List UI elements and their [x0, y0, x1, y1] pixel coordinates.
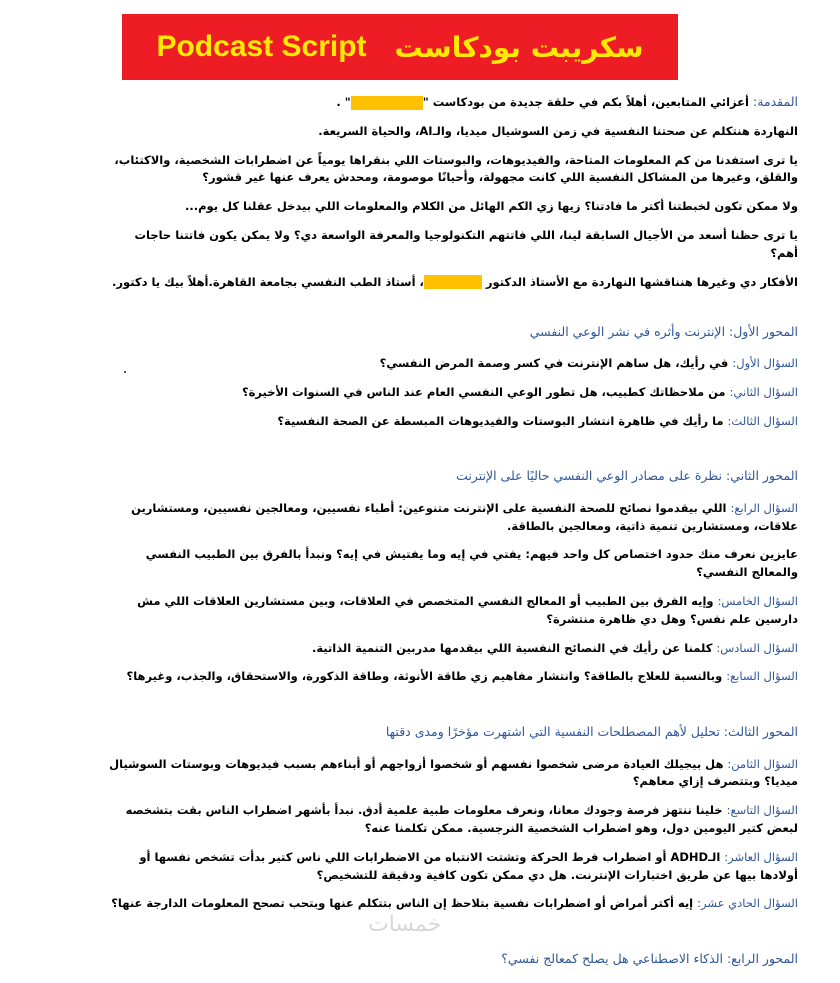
intro-label: المقدمة: [752, 94, 798, 109]
question-item [108, 849, 798, 885]
watermark: خمسات [368, 912, 442, 937]
question-text: كلمنا عن رأيك في النصائح النفسية اللي بيقدمها مدربين التنمية الذاتية. [311, 640, 717, 655]
intro-greeting [108, 92, 798, 112]
question-label: السؤال الخامس: [717, 593, 798, 608]
question-label: السؤال الثالث: [727, 413, 798, 428]
axis-title: المحور الأول: الإنترنت وأثره في نشر الوعي النفسي [529, 323, 798, 339]
question-text: عايزين نعرف منك حدود اختصاص كل واحد فيهم: يفتي في إيه وما يفتيش في إيه؟ ونبدأ بالفرق بين الطبيب النفسي والمعالج النفسي؟ [145, 547, 798, 580]
question-text: من ملاحظاتك كطبيب، هل تطور الوعي النفسي العام عند الناس في السنوات الأخيرة؟ [241, 384, 730, 399]
redacted-guest-name [424, 275, 482, 289]
intro-greeting-text: أعزائي المتابعين، أهلاً بكم في حلقة جديدة من بودكاست " [422, 95, 749, 109]
question-text: إيه أكتر أمراض أو اضطرابات نفسية بتلاحظ إن الناس بتتكلم عنها وبتحب تصحح المعلومات الدارجة عنها؟ [111, 896, 698, 911]
question-label: السؤال السابع: [726, 669, 798, 684]
intro-paragraph-5 [108, 274, 798, 292]
question-item [108, 355, 798, 373]
question-text: ما رأيك في ظاهرة انتشار البوستات والفيديوهات المبسطة عن الصحة النفسية؟ [277, 413, 728, 428]
question-text: في رأيك، هل ساهم الإنترنت في كسر وصمة المرض النفسي؟ [379, 355, 733, 370]
question-item [108, 802, 798, 838]
question-label: السؤال الرابع: [730, 500, 798, 515]
question-text: اللي بيقدموا نصائح للصحة النفسية على الإنترنت متنوعين: أطباء نفسيين، ومعالجين نفسيين، ومستشارين علاقات، ومستشارين تنمية ذاتية، ومعالجين بالطاقة. [131, 500, 798, 533]
question-item [108, 413, 798, 431]
axis-title: المحور الرابع: الذكاء الاصطناعي هل يصلح كمعالج نفسي؟ [501, 951, 798, 967]
question-label: السؤال الأول: [732, 355, 798, 370]
stray-dot [124, 371, 126, 373]
question-label: السؤال العاشر: [724, 849, 798, 864]
question-item [108, 384, 798, 402]
question-item [108, 895, 798, 913]
question-text: وبالنسبة للعلاج بالطاقة؟ وانتشار مفاهيم زي طاقة الأنوثة، وطاقة الذكورة، والاستحقاق، والجذب، وغيرها؟ [126, 669, 727, 684]
axis-title: المحور الثالث: تحليل لأهم المصطلحات النفسية التي اشتهرت مؤخرًا ومدى دقتها [385, 724, 798, 740]
question-item [108, 640, 798, 658]
question-item [108, 500, 798, 536]
redacted-podcast-name [351, 96, 423, 110]
axis-title: المحور الثاني: نظرة على مصادر الوعي النفسي حاليًا على الإنترنت [456, 468, 798, 484]
axes-container [108, 322, 798, 969]
question-text: خلينا ننتهز فرصة وجودك معانا، ونعرف معلومات طبية علمية أدق. نبدأ بأشهر اضطراب الناس بقت بتشخصه لبعض كتير اليومين دول، وهو اضطراب الشخصية النرجسية. ممكن تكلمنا عنه؟ [125, 803, 798, 835]
intro-paragraph-4: يا ترى حظنا أسعد من الأجيال السابقة لينا، اللي فاتتهم التكنولوجيا والمعرفة الواسعة دي؟ ولا يمكن يكون فاتتنا حاجات أهم؟ [134, 228, 798, 260]
question-label: السؤال التاسع: [726, 803, 798, 818]
document-body [108, 92, 798, 983]
banner-title-en: Podcast Script [156, 30, 367, 63]
intro-paragraph-1: النهاردة هنتكلم عن صحتنا النفسية في زمن السوشيال ميديا، والـAI، والحياة السريعة. [318, 123, 798, 138]
question-text: الـADHD أو اضطراب فرط الحركة وتشتت الانتباه من الاضطرابات اللي ناس كتير بدأت تشخص نفسها أو أولادها بيها عن طريق اختبارات الإنترنت. هل دي ممكن تكون كافية ودقيقة للتشخيص؟ [139, 849, 798, 882]
question-text: وإيه الفرق بين الطبيب أو المعالج النفسي المتخصص في العلاقات، وبين مستشارين العلاقات اللي مش دارسين علم نفس؟ وهل دي ظاهرة منتشرة؟ [137, 593, 798, 626]
question-item [108, 756, 798, 792]
intro-paragraph-3: ولا ممكن تكون لخبطتنا أكتر ما فادتنا؟ زيها زي الكم الهائل من الكلام والمعلومات اللي بيدخل عقلنا كل يوم... [184, 199, 798, 214]
question-item [108, 546, 798, 582]
question-label: السؤال الحادي عشر: [697, 896, 798, 911]
question-label: السؤال الثاني: [729, 384, 798, 399]
question-label: السؤال الثامن: [727, 756, 798, 771]
title-banner [122, 14, 678, 80]
banner-title-ar: سكريبت بودكاست [394, 30, 644, 64]
intro-p5-b: ، أستاذ الطب النفسي بجامعة القاهرة.أهلاً بيك يا دكتور. [112, 274, 424, 289]
intro-p5-a: الأفكار دي وغيرها هنناقشها النهاردة مع الأستاذ الدكتور [481, 274, 798, 289]
question-item [108, 593, 798, 629]
intro-greeting-end: " . [336, 95, 351, 109]
question-item [108, 668, 798, 686]
question-label: السؤال السادس: [716, 640, 798, 655]
question-text: هل بيجيلك العيادة مرضى شخصوا نفسهم أو شخصوا أزواجهم أو أبناءهم بسبب فيديوهات وبوستات السوشيال ميديا؟ وبتتصرف إزاي معاهم؟ [109, 756, 798, 789]
intro-paragraph-2: يا ترى استفدنا من كم المعلومات المتاحة، والفيديوهات، والبوستات اللي بنقراها يومياً عن اضطرابات الشخصية، والاكتئاب، والقلق، وغيرها من المشاكل النفسية اللي كانت مجهولة، وأحيانًا موصومة، ومحدش يعرف عنها غير قشور؟ [114, 152, 798, 185]
